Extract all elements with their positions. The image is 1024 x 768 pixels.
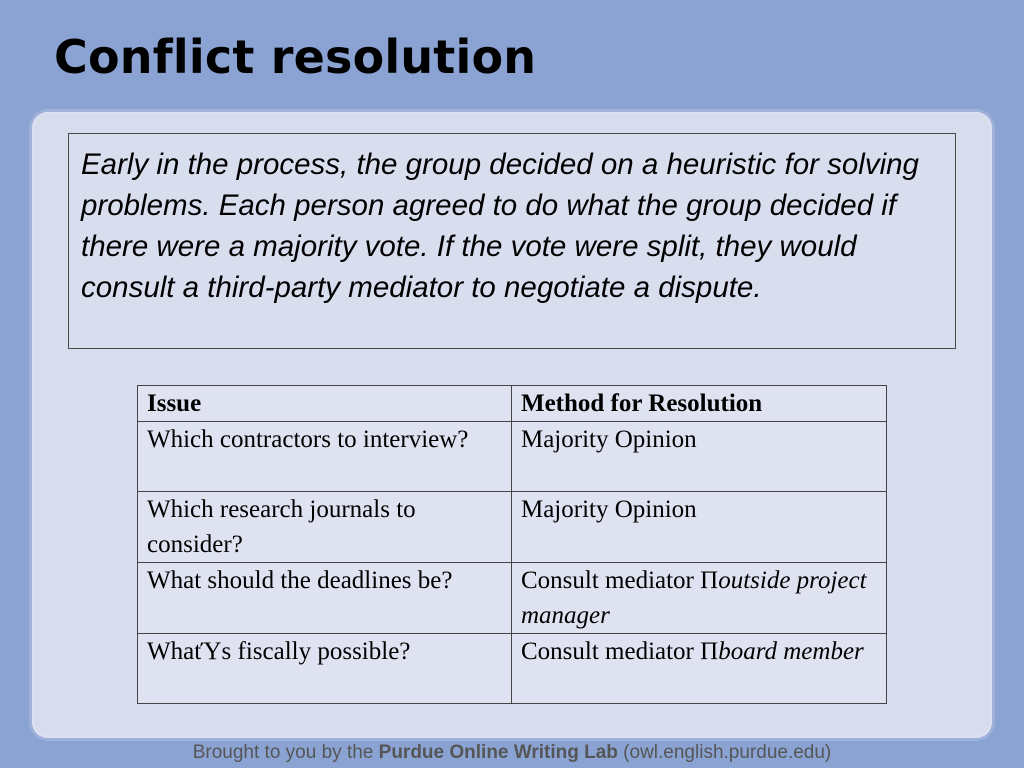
method-cell xyxy=(511,492,886,563)
footer-prefix: Brought to you by the xyxy=(192,742,379,763)
issue-cell: WhatΎs fiscally possible? xyxy=(138,634,512,704)
issue-cell: Which research journals to consider? xyxy=(138,492,512,563)
intro-paragraph: Early in the process, the group decided on a heuristic for solving problems. Each person agreed to do what the group decided if there were a majority vote. If the vote were split, they would consult a third-party mediator to negotiate a dispute. xyxy=(68,133,956,349)
method-text: Majority Opinion xyxy=(520,496,697,523)
table-header-row xyxy=(138,386,887,422)
footer-suffix: (owl.english.purdue.edu) xyxy=(617,742,832,763)
table-row xyxy=(138,422,887,492)
resolution-table xyxy=(137,385,887,704)
method-cell xyxy=(511,634,886,704)
method-text: Majority Opinion xyxy=(520,426,697,453)
table-row xyxy=(138,634,887,704)
method-text: Consult mediator Π xyxy=(520,638,719,665)
table-row xyxy=(138,563,887,634)
issue-cell: What should the deadlines be? xyxy=(138,563,512,634)
method-cell xyxy=(511,563,886,634)
table-row xyxy=(138,492,887,563)
issue-cell: Which contractors to interview? xyxy=(138,422,512,492)
method-text: Consult mediator Π xyxy=(520,567,719,594)
header-method: Method for Resolution xyxy=(511,386,886,422)
header-issue: Issue xyxy=(138,386,512,422)
footer-brand: Purdue Online Writing Lab xyxy=(378,742,618,763)
slide-title: Conflict resolution xyxy=(54,30,537,84)
method-detail: board member xyxy=(718,638,864,665)
method-cell xyxy=(511,422,886,492)
method-detail: outside project manager xyxy=(520,567,867,629)
footer-credit xyxy=(0,742,1024,764)
